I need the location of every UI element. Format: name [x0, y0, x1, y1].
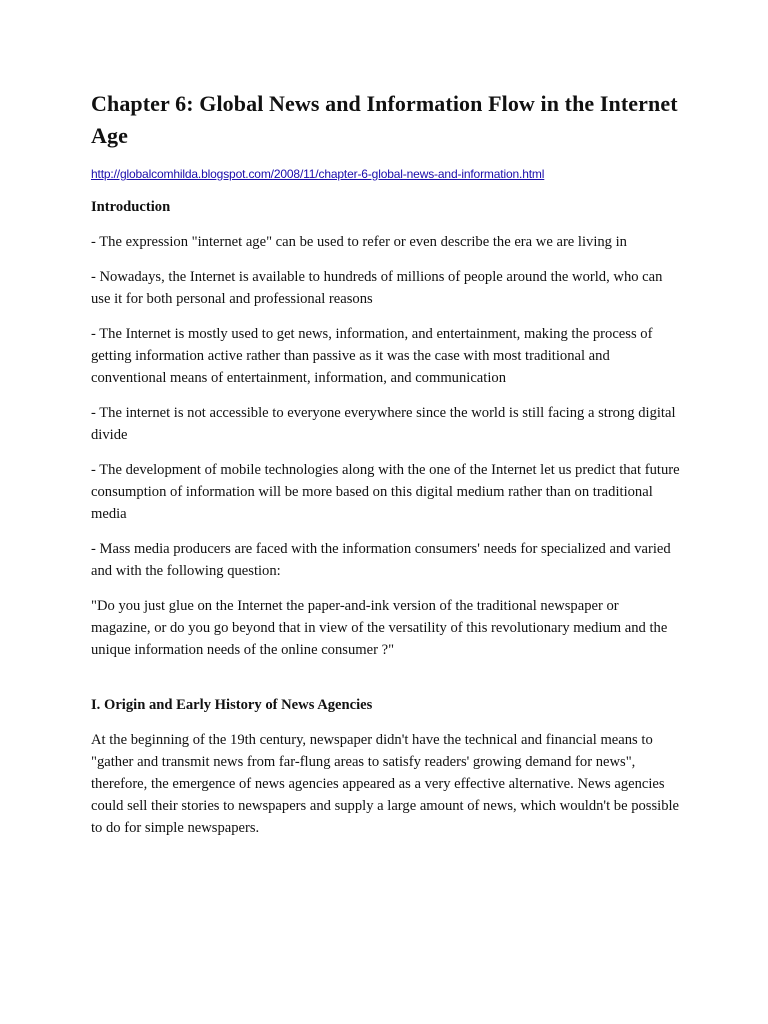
section-paragraph: At the beginning of the 19th century, newspaper didn't have the technical and financial means to "gather and transmit news from far-flung areas to satisfy readers' growing demand for news", therefore, the emergence of news agencies appeared as a very effective alternative. News agencies could sell their stories to newspapers and supply a large amount of news, which wouldn't be possible to do for simple newspapers. — [91, 732, 680, 836]
introduction-bullet: - Mass media producers are faced with the information consumers' needs for specialized and varied and with the following question: — [91, 541, 671, 579]
introduction-bullet: - The development of mobile technologies along with the one of the Internet let us predict that future consumption of information will be more based on this digital medium rather than on traditional media — [91, 462, 680, 522]
introduction-quote: "Do you just glue on the Internet the paper-and-ink version of the traditional newspaper or magazine, or do you go beyond that in view of the versatility of this revolutionary medium and the unique information needs of the online consumer ?" — [91, 598, 668, 658]
introduction-bullet: - Nowadays, the Internet is available to hundreds of millions of people around the world, who can use it for both personal and professional reasons — [91, 269, 663, 307]
page-title: Chapter 6: Global News and Information Flow in the Internet Age — [91, 91, 678, 148]
source-link[interactable]: http://globalcomhilda.blogspot.com/2008/11/chapter-6-global-news-and-information.html — [91, 167, 545, 181]
introduction-bullet: - The expression "internet age" can be used to refer or even describe the era we are living in — [91, 234, 627, 250]
introduction-heading: Introduction — [91, 199, 171, 215]
introduction-bullet: - The internet is not accessible to everyone everywhere since the world is still facing a strong digital divide — [91, 405, 676, 443]
section-heading: I. Origin and Early History of News Agencies — [91, 697, 373, 713]
introduction-bullet-list — [91, 231, 681, 582]
introduction-bullet: - The Internet is mostly used to get news, information, and entertainment, making the process of getting information active rather than passive as it was the case with most traditional and conventional means of entertainment, information, and communication — [91, 326, 653, 386]
document-page — [91, 88, 681, 839]
